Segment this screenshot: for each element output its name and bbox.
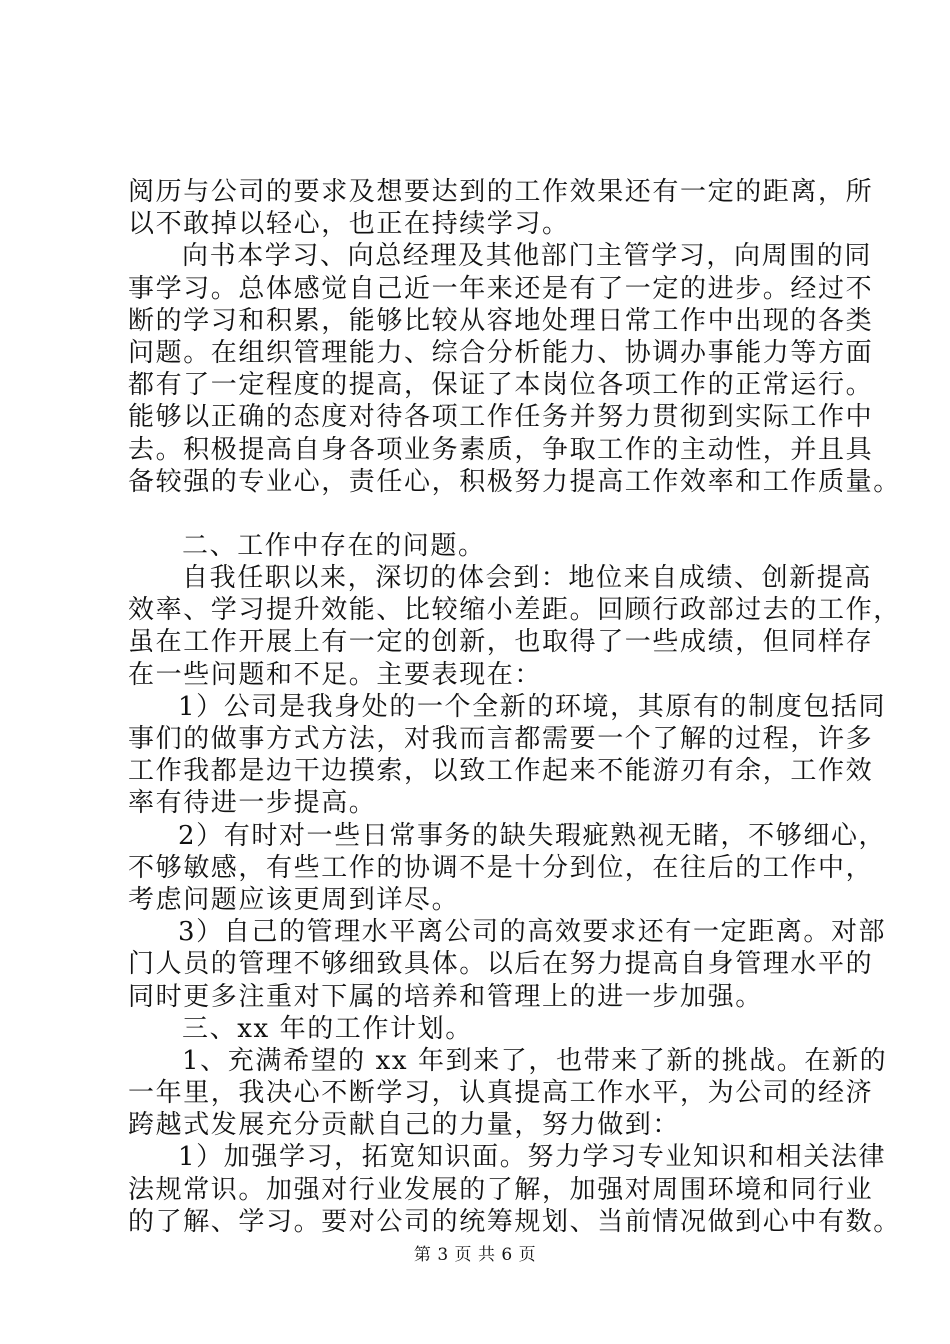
text-line: 1、充满希望的 xx 年到来了，也带来了新的挑战。在新的 bbox=[182, 1045, 888, 1076]
text-line: 1）加强学习，拓宽知识面。努力学习专业知识和相关法律 bbox=[178, 1142, 887, 1173]
text-line: 断的学习和积累，能够比较从容地处理日常工作中出现的各类 bbox=[128, 305, 874, 336]
page-footer: 第 3 页 共 6 页 bbox=[413, 1245, 537, 1265]
text-line: 3）自己的管理水平离公司的高效要求还有一定距离。对部 bbox=[178, 917, 887, 948]
section-heading-3: 三、xx 年的工作计划。 bbox=[182, 1013, 473, 1044]
paragraph-8 bbox=[128, 1141, 901, 1238]
text-line: 都有了一定程度的提高，保证了本岗位各项工作的正常运行。 bbox=[128, 370, 874, 401]
paragraph-7 bbox=[128, 1045, 888, 1142]
text-line: 事们的做事方式方法，对我而言都需要一个了解的过程，许多 bbox=[128, 724, 874, 754]
text-line: 一年里，我决心不断学习，认真提高工作水平，为公司的经济 bbox=[128, 1078, 874, 1109]
text-line: 2）有时对一些日常事务的缺失瑕疵熟视无睹，不够细心， bbox=[178, 820, 887, 851]
text-line: 1）公司是我身处的一个全新的环境，其原有的制度包括同 bbox=[178, 691, 887, 722]
text-line: 阅历与公司的要求及想要达到的工作效果还有一定的距离，所 bbox=[128, 177, 874, 207]
section-heading-2: 二、工作中存在的问题。 bbox=[182, 530, 486, 561]
text-line: 问题。在组织管理能力、综合分析能力、协调办事能力等方面 bbox=[128, 337, 874, 368]
text-line: 去。积极提高自身各项业务素质，争取工作的主动性，并且具 bbox=[128, 434, 874, 465]
text-line: 效率、学习提升效能、比较缩小差距。回顾行政部过去的工作， bbox=[128, 595, 901, 626]
text-line: 在一些问题和不足。主要表现在： bbox=[128, 659, 543, 690]
text-line: 门人员的管理不够细致具体。以后在努力提高自身管理水平的 bbox=[128, 949, 874, 980]
paragraph-3 bbox=[128, 562, 901, 691]
paragraph-6 bbox=[128, 916, 887, 1013]
text-line: 考虑问题应该更周到详尽。 bbox=[128, 884, 460, 915]
document-body bbox=[128, 176, 901, 1238]
paragraph-1 bbox=[128, 176, 874, 240]
text-line: 不够敏感，有些工作的协调不是十分到位，在往后的工作中， bbox=[128, 852, 874, 883]
paragraph-spacer bbox=[128, 498, 848, 530]
text-line: 自我任职以来，深切的体会到：地位来自成绩、创新提高 bbox=[182, 563, 873, 594]
paragraph-5 bbox=[128, 820, 887, 917]
paragraph-4 bbox=[128, 691, 887, 820]
text-line: 工作我都是边干边摸索，以致工作起来不能游刃有余，工作效 bbox=[128, 756, 874, 787]
text-line: 向书本学习、向总经理及其他部门主管学习，向周围的同 bbox=[182, 241, 873, 272]
text-line: 事学习。总体感觉自己近一年来还是有了一定的进步。经过不 bbox=[128, 273, 874, 304]
text-line: 跨越式发展充分贡献自己的力量，努力做到： bbox=[128, 1110, 681, 1141]
text-line: 备较强的专业心，责任心，积极努力提高工作效率和工作质量。 bbox=[128, 466, 901, 497]
paragraph-2 bbox=[128, 240, 901, 498]
text-line: 能够以正确的态度对待各项工作任务并努力贯彻到实际工作中 bbox=[128, 402, 874, 433]
text-line: 的了解、学习。要对公司的统筹规划、当前情况做到心中有数。 bbox=[128, 1206, 901, 1237]
text-line: 以不敢掉以轻心，也正在持续学习。 bbox=[128, 209, 570, 240]
text-line: 同时更多注重对下属的培养和管理上的进一步加强。 bbox=[128, 981, 763, 1012]
text-line: 虽在工作开展上有一定的创新，也取得了一些成绩，但同样存 bbox=[128, 627, 874, 658]
text-line: 法规常识。加强对行业发展的了解，加强对周围环境和同行业 bbox=[128, 1174, 874, 1205]
text-line: 率有待进一步提高。 bbox=[128, 788, 377, 819]
